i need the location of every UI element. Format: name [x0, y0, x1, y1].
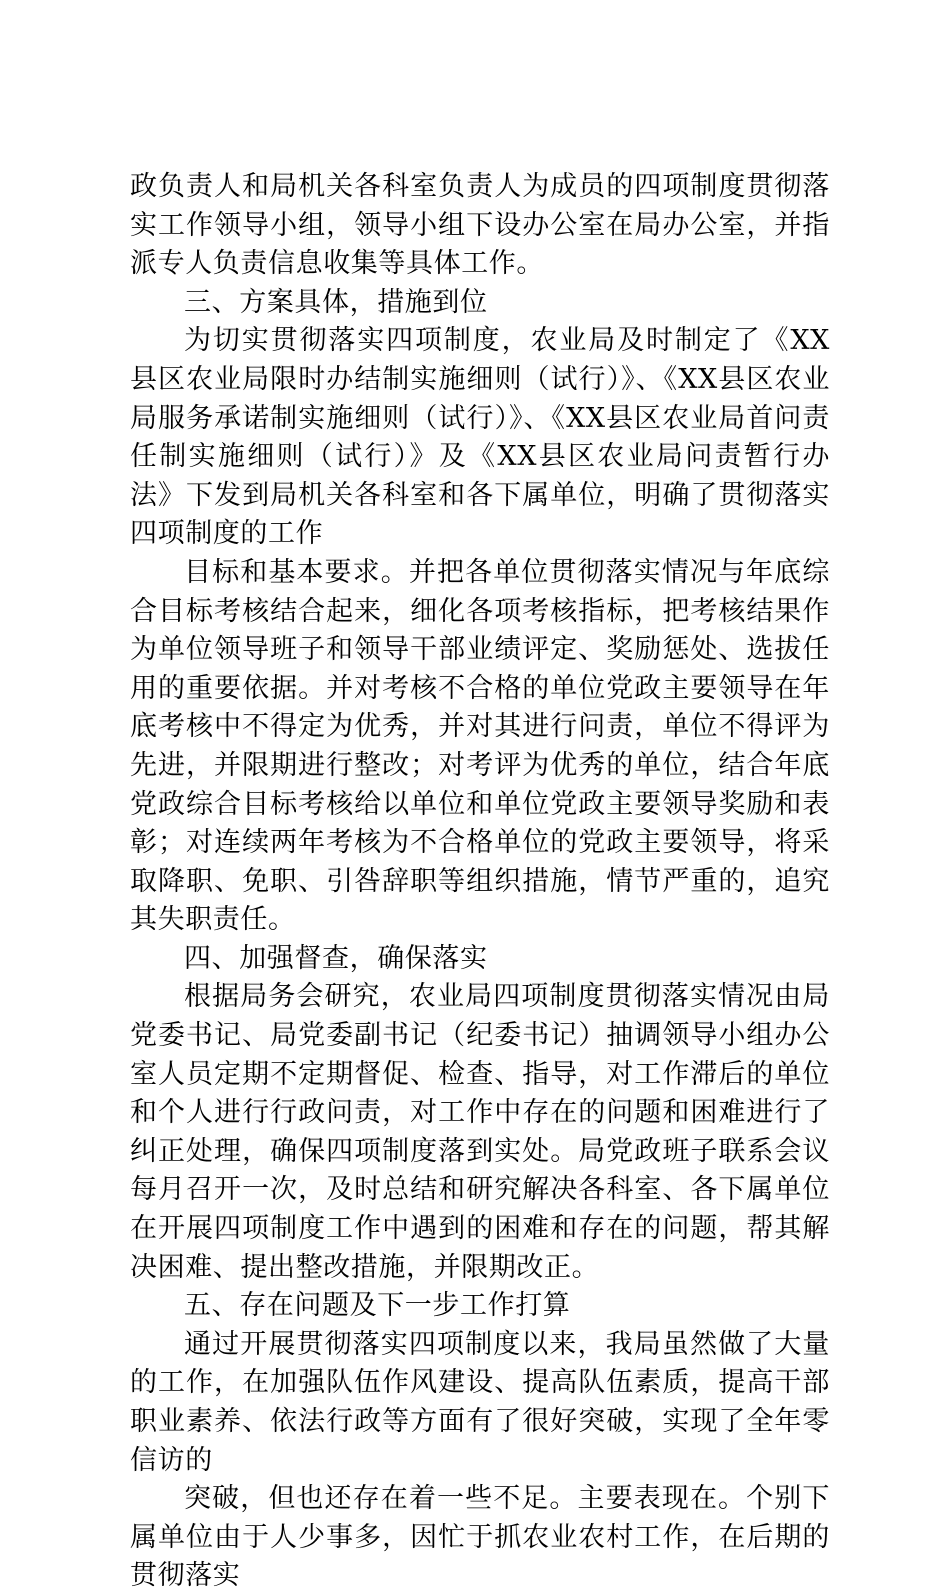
section-heading-4: 四、加强督查，确保落实 [184, 942, 488, 974]
paragraph-section-5-progress: 通过开展贯彻落实四项制度以来，我局虽然做了大量的工作，在加强队伍作风建设、提高队伍素质，提高干部职业素养、依法行政等方面有了很好突破，实现了全年零信访的 [130, 1328, 830, 1476]
paragraph-section-5-problems: 突破，但也还存在着一些不足。主要表现在。个别下属单位由于人少事多，因忙于抓农业农村工作，在后期的贯彻落实 [130, 1483, 830, 1592]
paragraph-intro-continuation: 政负责人和局机关各科室负责人为成员的四项制度贯彻落实工作领导小组，领导小组下设办公室在局办公室，并指派专人负责信息收集等具体工作。 [130, 171, 830, 280]
section-heading-3: 三、方案具体，措施到位 [184, 286, 488, 318]
document-page [130, 168, 830, 1596]
paragraph-section-3-goals: 目标和基本要求。并把各单位贯彻落实情况与年底综合目标考核结合起来，细化各项考核指标，把考核结果作为单位领导班子和领导干部业绩评定、奖励惩处、选拔任用的重要依据。并对考核不合格的单位党政主要领导在年底考核中不得定为优秀，并对其进行问责，单位不得评为先进，并限期进行整改；对考评为优秀的单位，结合年底党政综合目标考核给以单位和单位党政主要领导奖励和表彰；对连续两年考核为不合格单位的党政主要领导，将采取降职、免职、引咎辞职等组织措施，情节严重的，追究其失职责任。 [130, 556, 830, 936]
paragraph-section-4-supervision: 根据局务会研究，农业局四项制度贯彻落实情况由局党委书记、局党委副书记（纪委书记）抽调领导小组办公室人员定期不定期督促、检查、指导，对工作滞后的单位和个人进行行政问责，对工作中存在的问题和困难进行了纠正处理，确保四项制度落到实处。局党政班子联系会议每月召开一次，及时总结和研究解决各科室、各下属单位在开展四项制度工作中遇到的困难和存在的问题，帮其解决困难、提出整改措施，并限期改正。 [130, 981, 830, 1283]
section-heading-5: 五、存在问题及下一步工作打算 [184, 1290, 571, 1322]
paragraph-section-3-measures: 为切实贯彻落实四项制度，农业局及时制定了《XX县区农业局限时办结制实施细则（试行）》、《XX县区农业局服务承诺制实施细则（试行）》、《XX县区农业局首问责任制实施细则（试行）》及《XX县区农业局问责暂行办法》下发到局机关各科室和各下属单位，明确了贯彻落实四项制度的工作 [130, 325, 830, 550]
